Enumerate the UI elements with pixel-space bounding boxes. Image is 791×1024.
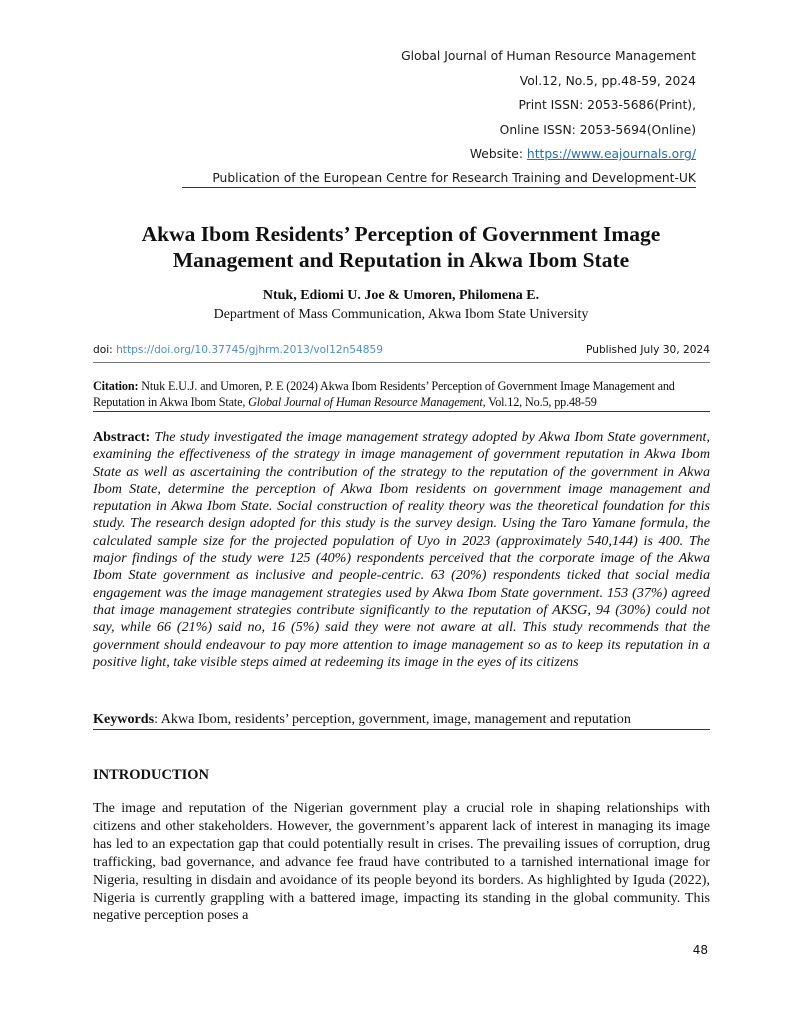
journal-name: Global Journal of Human Resource Management [401,49,696,63]
website-link[interactable]: https://www.eajournals.org/ [526,147,696,162]
abstract-label: Abstract: [93,429,151,445]
publisher-line: Publication of the European Centre for Research Training and Development-UK [182,171,696,188]
abstract [93,429,710,671]
keywords-label: Keywords [93,711,155,727]
journal-header [401,44,696,167]
article-title: Akwa Ibom Residents’ Perception of Government Image Management and Reputation in Akwa Ibom State [141,222,661,272]
doi-link[interactable]: https://doi.org/10.37745/gjhrm.2013/vol12n54859 [116,344,384,356]
citation [93,378,710,412]
doi-label: doi: [93,344,117,356]
journal-volume: Vol.12, No.5, pp.48-59, 2024 [519,73,696,88]
keywords-text: : Akwa Ibom, residents’ perception, government, image, management and reputation [154,711,631,727]
doi-row [93,344,710,363]
website-line [401,142,696,167]
page-number: 48 [692,943,708,957]
website-label: Website: [469,147,527,162]
print-issn: Print ISSN: 2053-5686(Print), [518,98,696,113]
abstract-text: The study investigated the image management strategy adopted by Akwa Ibom State government, examining the effectiveness of the strategy in image management of government reputation in Akwa Ibom State as well as ascertaining the contribution of the strategy to the reputation of the government in Akwa Ibom State, determine the perception of Akwa Ibom residents on government image management and reputation in Akwa Ibom State. Social construction of reality theory was the theoretical foundation for this study. The research design adopted for this study is the survey design. Using the Taro Yamane formula, the calculated sample size for the projected population of Uyo in 2023 (approximately 540,144) is 400. The major findings of the study were 125 (40%) respondents perceived that the corporate image of the Akwa Ibom State government as inclusive and people-centric. 63 (20%) respondents ticked that social media engagement was the image management strategies used by Akwa Ibom State government. 153 (37%) agreed that image management strategies contribute significantly to the reputation of AKSG, 94 (30%) could not say, while 66 (21%) said no, 16 (5%) said they were not aware at all. This study recommends that the government should endeavour to pay more attention to image management so as to keep its reputation in a positive light, take visible steps aimed at redeeming its image in the eyes of its citizens [93,429,710,670]
citation-volume: , Vol.12, No.5, pp.48-59 [482,395,597,409]
citation-text: Ntuk E.U.J. and Umoren, P. E (2024) Akwa Ibom Residents’ Perception of Government Image Management and Reputation in Akwa Ibom State, [93,379,675,409]
article-authors: Ntuk, Ediomi U. Joe & Umoren, Philomena E. [262,288,540,303]
online-issn: Online ISSN: 2053-5694(Online) [499,122,696,137]
keywords [93,711,710,730]
published-date: Published July 30, 2024 [586,344,710,356]
doi [93,344,383,356]
citation-label: Citation: [93,379,139,393]
citation-journal: Global Journal of Human Resource Management [248,395,483,409]
author-affiliation: Department of Mass Communication, Akwa Ibom State University [213,307,589,322]
introduction-paragraph: The image and reputation of the Nigerian government play a crucial role in shaping relationships with citizens and other stakeholders. However, the government’s apparent lack of interest in managing its image has led to an expectation gap that could potentially result in crises. The prevailing issues of corruption, drug trafficking, bad governance, and advance fee fraud have contributed to a tarnished international image for Nigeria, resulting in disdain and avoidance of its people beyond its borders. As highlighted by Iguda (2022), Nigeria is currently grappling with a battered image, impacting its standing in the global community. This negative perception poses a [93,800,710,924]
introduction-heading: INTRODUCTION [93,767,210,783]
